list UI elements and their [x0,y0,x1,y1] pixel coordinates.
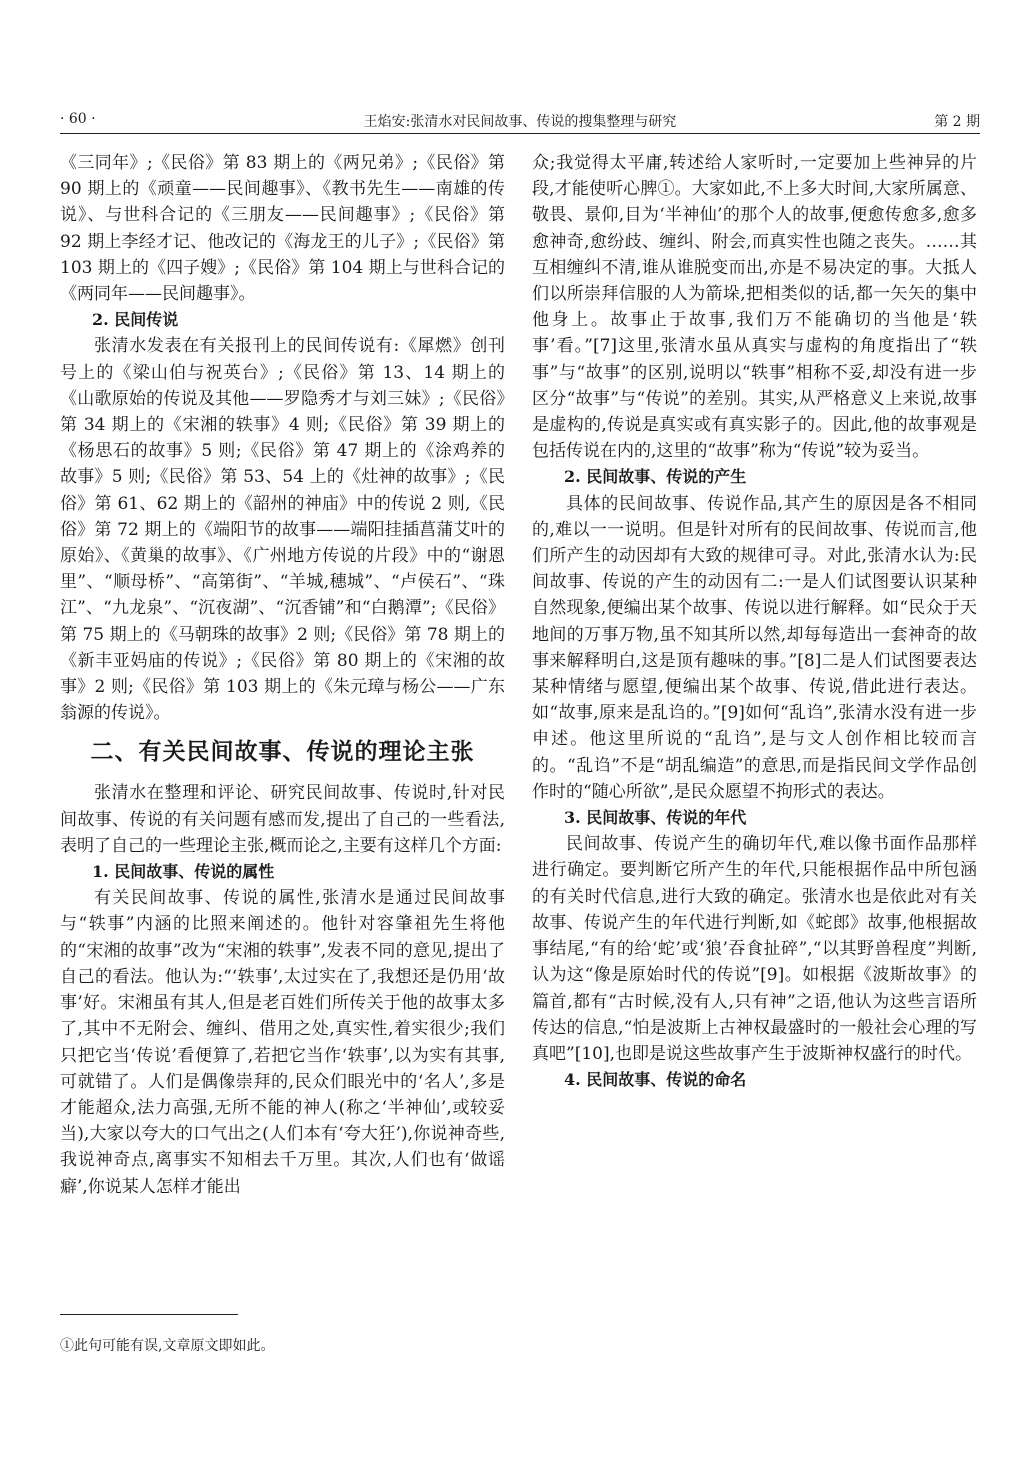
header-rule [60,133,980,134]
section-title: 二、有关民间故事、传说的理论主张 [90,738,475,766]
footnote-rule [60,1314,238,1315]
issue-number: 第 2 期 [934,114,980,130]
subsection-heading: 3. 民间故事、传说的年代 [564,808,747,828]
paragraph: 张清水发表在有关报刊上的民间传说有:《犀燃》创刊号上的《梁山伯与祝英台》;《民俗》第 13、14 期上的《山歌原始的传说及其他——罗隐秀才与刘三妹》;《民俗》第 34 期上的《宋湘的轶事》4 则;《民俗》第 39 期上的《杨思石的故事》5 则;《民俗》第 47 期上的《涂鸡养的故事》5 则;《民俗》第 53、54 上的《灶神的故事》;《民俗》第 61、62 期上的《韶州的神庙》中的传说 2 则,《民俗》第 72 期上的《端阳节的故事——端阳挂插菖蒲艾叶的原始》、《黄巢的故事》、《广州地方传说的片段》中的“谢恩里”、“顺母桥”、“高第街”、“羊城,穗城”、“卢侯石”、“珠江”、“九龙泉”、“沉夜湖”、“沉香铺”和“白鹅潭”;《民俗》第 75 期上的《马朝珠的故事》2 则;《民俗》第 78 期上的《新丰亚妈庙的传说》;《民俗》第 80 期上的《宋湘的故事》2 则;《民俗》第 103 期上的《朱元璋与杨公——广东翁源的传说》。 [60,336,505,724]
paragraph: 《三同年》;《民俗》第 83 期上的《两兄弟》;《民俗》第 90 期上的《顽童——民间趣事》、《教书先生——南雄的传说》、与世科合记的《三朋友——民间趣事》;《民俗》第 92 期上李经才记、他改记的《海龙王的儿子》;《民俗》第 103 期上的《四子嫂》;《民俗》第 104 期上与世科合记的《两同年——民间趣事》。 [60,153,505,305]
paragraph: 有关民间故事、传说的属性,张清水是通过民间故事与“轶事”内涵的比照来阐述的。他针对容肇祖先生将他的“宋湘的故事”改为“宋湘的轶事”,发表不同的意见,提出了自己的看法。他认为:“‘轶事’,太过实在了,我想还是仍用‘故事’好。宋湘虽有其人,但是老百姓们所传关于他的故事太多了,其中不无附会、缠纠、借用之处,真实性,着实很少;我们只把它当‘传说’看便算了,若把它当作‘轶事’,以为实有其事,可就错了。人们是偶像崇拜的,民众们眼光中的‘名人’,多是才能超众,法力高强,无所不能的神人(称之‘半神仙’,或较妥当),大家以夸大的口气出之(人们本有‘夸大狂’),你说神奇些,我说神奇点,离事实不知相去千万里。其次,人们也有‘做谣癖’,你说某人怎样才能出 [60,888,505,1197]
page-number: · 60 · [60,111,96,127]
left-column [60,150,505,1200]
subsection-heading: 1. 民间故事、传说的属性 [92,862,275,882]
subsection-heading: 2. 民间故事、传说的产生 [564,467,747,487]
running-header [60,107,980,133]
running-title: 王焰安:张清水对民间故事、传说的搜集整理与研究 [363,114,677,130]
subsection-heading: 2. 民间传说 [92,310,179,330]
paragraph: 众;我觉得太平庸,转述给人家听时,一定要加上些神异的片段,才能使听心脾①。大家如此,不上多大时间,大家所属意、敬畏、景仰,目为‘半神仙’的那个人的故事,便愈传愈多,愈多愈神奇,愈纷歧、缠纠、附会,而真实性也随之丧失。……其互相缠纠不清,谁从谁脱变而出,亦是不易决定的事。大抵人们以所崇拜信服的人为箭垛,把相类似的话,都一矢矢的集中他身上。故事止于故事,我们万不能确切的当他是‘轶事’看。”[7]这里,张清水虽从真实与虚构的角度指出了“轶事”与“故事”的区别,说明以“轶事”相称不妥,却没有进一步区分“故事”与“传说”的差别。其实,从严格意义上来说,故事是虚构的,传说是真实或有真实影子的。因此,他的故事观是包括传说在内的,这里的“故事”称为“传说”较为妥当。 [532,153,977,462]
right-column [532,150,977,1093]
subsection-heading: 4. 民间故事、传说的命名 [564,1070,747,1090]
footnote: ①此句可能有误,文章原文即如此。 [60,1338,275,1354]
paragraph: 民间故事、传说产生的确切年代,难以像书面作品那样进行确定。要判断它所产生的年代,只能根据作品中所包涵的有关时代信息,进行大致的确定。张清水也是依此对有关故事、传说产生的年代进行判断,如《蛇郎》故事,他根据故事结尾,“有的给‘蛇’或‘狼’吞食扯碎”,“以其野兽程度”判断,认为这“像是原始时代的传说”[9]。如根据《波斯故事》的篇首,都有“古时候,没有人,只有神”之语,他认为这些言语所传达的信息,“怕是波斯上古神权最盛时的一般社会心理的写真吧”[10],也即是说这些故事产生于波斯神权盛行的时代。 [532,834,977,1064]
paragraph: 具体的民间故事、传说作品,其产生的原因是各不相同的,难以一一说明。但是针对所有的民间故事、传说而言,他们所产生的动因却有大致的规律可寻。对此,张清水认为:民间故事、传说的产生的动因有二:一是人们试图要认识某种自然现象,便编出某个故事、传说以进行解释。如“民众于天地间的万事万物,虽不知其所以然,却每每造出一套神奇的故事来解释明白,这是顶有趣味的事。”[8]二是人们试图要表达某种情绪与愿望,便编出某个故事、传说,借此进行表达。如“故事,原来是乱诌的。”[9]如何“乱诌”,张清水没有进一步申述。他这里所说的“乱诌”,是与文人创作相比较而言的。“乱诌”不是“胡乱编造”的意思,而是指民间文学作品创作时的“随心所欲”,是民众愿望不拘形式的表达。 [532,493,977,802]
paragraph: 张清水在整理和评论、研究民间故事、传说时,针对民间故事、传说的有关问题有感而发,提出了自己的一些看法,表明了自己的一些理论主张,概而论之,主要有这样几个方面: [60,783,505,856]
